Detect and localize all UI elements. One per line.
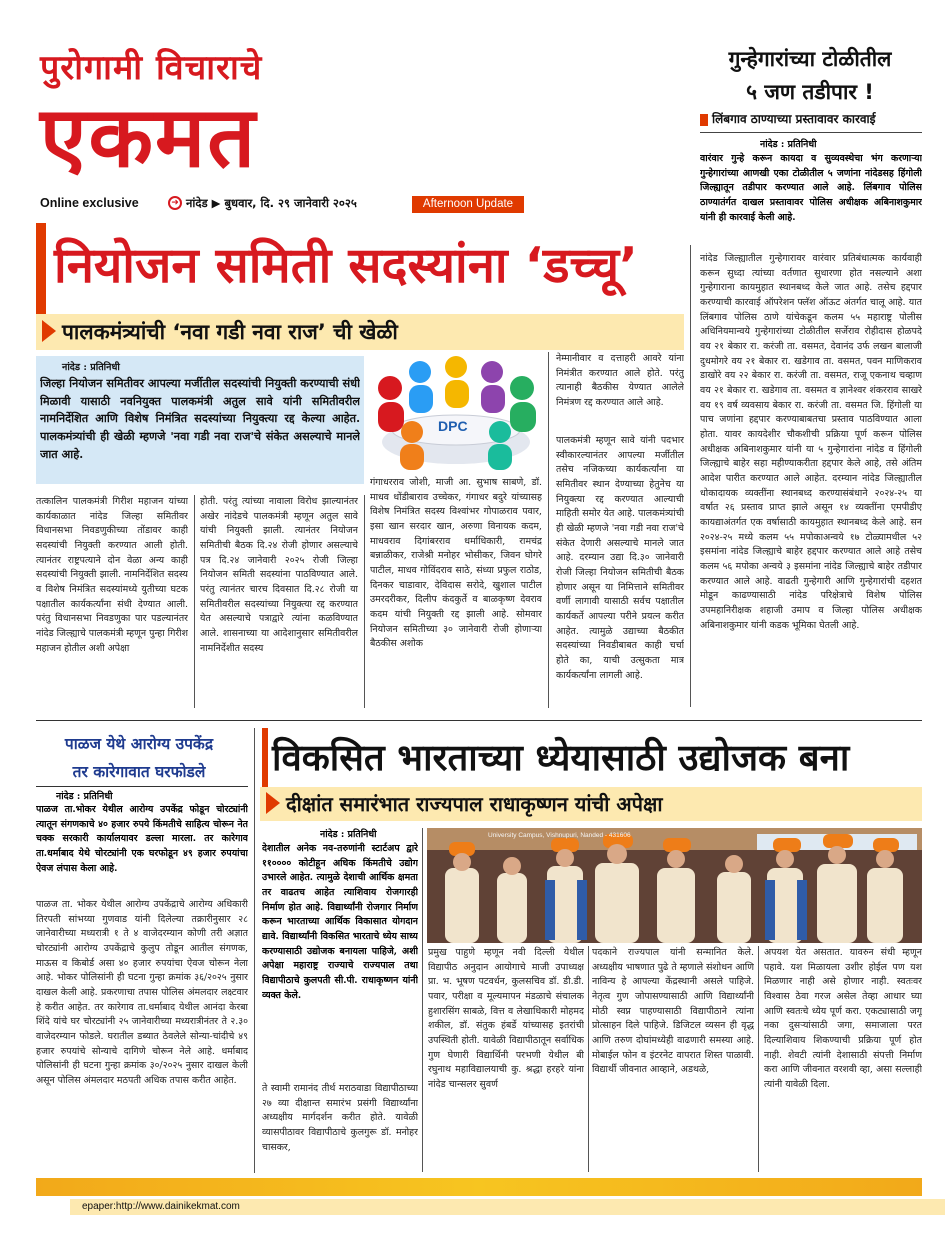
bottom-lead: देशातील अनेक नव-तरुणांनी स्टार्टअप द्वारे ११०००० कोटीहून अधिक किंमतीचे उद्योग उभारले आहेत. त्यामुळे देशाची आर्थिक क्षमता तर वाढतच आहेत त्याशिवाय रोजगारही निर्माण होत आहे. विद्यार्थ्यांनी रोजगार निर्माण करून भारताच्या आर्थिक विकासात योगदान द्यावे. विद्यार्थ्यांनी विकसित भारताचे ध्येय साध्य करण्यासाठी उद्योजक बनायला पाहिजे, अशी अपेक्षा महाराष्ट्र राज्याचे राज्यपाल तथा विद्यापीठाचे कुलपती सी.पी. राधाकृष्णन यांनी व्यक्त केले. [262,843,418,1001]
footer-yellow-band [36,1178,922,1196]
photo-banner-text: University Campus, Vishnupuri, Nanded - 431606 [488,832,631,839]
epaper-link[interactable]: epaper:http://www.dainikekmat.com [82,1201,240,1212]
main-subtitle: पालकमंत्र्यांची ‘नवा गडी नवा राज’ ची खेळी [62,320,398,344]
main-col-1: तत्कालिन पालकमंत्री गिरीश महाजन यांच्या कार्यकाळात नांदेड जिल्हा समितीवर विधानसभा निवडणुकीच्या तोंडावर काही सदस्यांची नियुक्ती करण्यात आली होती. त्यानंतर राष्ट्रपत्याने दोन वेळा अन्य काही सदस्यांची नियुक्ती झाली. नामनिर्देशित सदस्य व विशेष निमंत्रित सदस्यांमध्ये युतीच्या घटक पक्षातील कार्यकर्त्यांना संधी देण्यात आली. परंतु विधानसभा निवडणुका पार पडल्यानंतर नांदेड जिल्ह्याचे पालकमंत्री म्हणून पुन्हा गिरीश महाजन होतील अशी अपेक्षा [36,496,188,654]
headline-bar [36,223,46,319]
subtitle-arrow-icon [42,320,56,342]
side-title-1: गुन्हेगारांच्या टोळीतील [728,47,892,71]
main-byline: नांदेड : प्रतिनिधी [62,362,120,373]
left2-title-2: तर कारेगावात घरफोडले [72,763,206,781]
online-exclusive: Online exclusive [40,196,139,210]
side-lead: वारंवार गुन्हे करून कायदा व सुव्यवस्थेचा भंग करणाऱ्या गुन्हेगारांच्या आणखी एका टोळीतील ५ जणांना नांदेडसह हिंगोली जिल्ह्यातून तडीपार करण्यात आले आहे. लिंबगाव पोलिस ठाण्यातंर्गत दाखल प्रस्तावावर पोलिस अधीक्षक अबिनाशकुमार यांनी ही कारवाई केली आहे. [700,153,922,223]
side-title-2: ५ जण तडीपार ! [746,80,874,104]
bottom-headline-bar [262,728,268,788]
location-date: नांदेड ▶ बुधवार, दि. २९ जानेवारी २०२५ [186,196,357,210]
arrow-right-circle-icon: ➜ [168,196,182,210]
left2-body: पाळज ता. भोकर येथील आरोग्य उपकेंद्राचे आरोग्य अधिकारी तिरपती सांभय्या गुणवाड यांनी दिलेल्या तक्रारीनुसार २८ जानेवारीच्या मध्यरात्री १ ते ४ वाजेदरम्यान कोणी तरी अज्ञात चोरट्यांनी आरोग्य उपकेंद्राचे कुलुप तोडून आतील संगणक, माऊस व किबोर्ड असा ४० हजार रुपयांचा ऐवज चोरून नेला आहे. भोकर पोलिसांनी ही घटना गुन्हा क्रमांक ३६/२०२५ नुसार दाखल केली आहे. प्रकरणाचा तपास पोलिस अंमलदार लक्ष्टवार हे करीत आहेत. तर कारेगाव ता.धर्माबाद येथील आनंदा केरबा शिंदे यांचे घर चोरट्यांनी २५ जानेवारीच्या मध्यरात्रीनंतर ते २.३० वाजेदरम्यान फोडले. घरातील डब्यात ठेवलेले सोन्या-चांदीचे ४९ हजार रुपयांचे सोन्याचे दागिणे चोरून नेले आहे. धर्माबाद पोलिसांनी ही घटना गुन्हा क्रमांक ३०/२०२५ नुसार दाखल केली असून पोलिस अंमलदार मठपती अधिक तपास करीत आहेत. [36,899,248,1087]
bottom-byline: नांदेड : प्रतिनिधी [320,829,377,840]
main-col-4a: नेम्मानीवार व दत्ताहरी आवरे यांना निमंत्रीत करण्यात आले होते. परंतु त्यानाही बैठकीस येण्यात आलेले निमंत्रण रद्द करण्यात आले आहे. [556,353,684,409]
bottom-col-4: अपयश येत असतात. यावरुन संधी म्हणून पहावे. यश मिळायला उशीर होईल पण यश मिळणार नाही असे होणार नाही. स्वतःवर विश्वास ठेवा गरज असेल तेव्हा आधार घ्या आणि स्वतःचे ध्येय पूर्ण करा. एकट्यासाठी जगू नका दुसऱ्यांसाठी जगा, समाजाला परत दिल्याशिवाय शिकण्याची प्रक्रिया पूर्ण होत नाही. शेवटी त्यांनी देशासाठी संपत्ती निर्माण करा आणि जीवनात वरशवी व्हा, असा सल्लाही त्यांनी यावेळी दिला. [764,947,922,1091]
masthead-title: एकमत [40,88,258,186]
masthead-tagline: पुरोगामी विचाराचे [40,48,263,88]
left2-byline: नांदेड : प्रतिनिधी [56,791,113,802]
left2-title-1: पाळज येथे आरोग्य उपकेंद्र [64,735,214,753]
main-col-3: गंगाधरराव जोशी, माजी आ. सुभाष साबणे, डॉ. माधव धोंडीबाराव उच्चेकर, गंगाधर बदुरे यांच्यासह विशेष निमंत्रित सदस्य विश्वांभर गोपाळराव पवार, इसा खान सरदार खान, अरुणा विनायक कदम, माधवराव दिगांबरराव धर्माधिकारी, रामचंद्र बन्नाळीकर, राजेश्री मनोहर भोसीकर, जिवन घोगरे पाटील, माधव गोविंदराव साठे, संध्या प्रफुल राठोड, दिनकर चाडावार, देविदास सरोदे, खुशाल पाटील उमरदरीकर, दिलीप कंदकुर्ते व बाळकृष्ण देवराव कदम यांची नियुक्ती रद्द झाली आहे. सोमवार नियोजन समितीच्या ३० जानेवारी रोजी होणाऱ्या बैठकीस अशोक [370,477,542,650]
main-col-4b: पालकमंत्री म्हणून सावे यांनी पदभार स्वीकारल्यानंतर आपल्या मर्जीतील तसेच नजिकच्या कार्यकर्त्यांना या समितीवर स्थान देण्याच्या हेतुनेच या नियुक्त्या रद्द करण्यात आल्याची माहिती समोर येत आहे. पालकमंत्र्यांची ही खेळी म्हणजे 'नवा गडी नवा राज'चे संकेत देणारी असल्याचे मानले जात आहे. दरम्यान उद्या दि.३० जानेवारी रोजी जिल्हा नियोजन समितीची बैठक होणार असून या निमित्ताने समितीवर वर्णी लागावी यासाठी सर्वच पक्षातील कार्यकर्ते आपल्या परीने प्रयत्न करीत आहेत. त्यामुळे उद्याच्या बैठकीत सदस्यांच्या निवडीबाबत काही चर्चा होते का, याची उत्सुकता मात्र कार्यकर्त्यांना लागली आहे. [556,435,684,681]
afternoon-update-badge: Afternoon Update [412,196,524,213]
dpc-label: DPC [438,418,468,434]
side-sub-marker-icon [700,114,708,126]
bottom-subtitle-arrow-icon [266,792,280,814]
convocation-photo [427,828,922,943]
bottom-col-3: पदकाने राज्यपाल यांनी सन्मानित केले. अध्यक्षीय भाषणात पुढे ते म्हणाले संशोधन आणि नाविन्य हे आपल्या केंद्रस्थानी असले पाहिजे. नेतृत्व गुण जोपासण्यासाठी आणि विद्यार्थ्यांनी मोठी स्वप्न पाहण्यासाठी विद्यापीठाने त्यांना प्रोत्साहन दिले पाहिजे. डिजिटल व्यसन ही वृद्ध आणि तरुण दोघांमध्येही वाढणारी समस्या आहे. मोबाईल फोन व इंटरनेट वापरात शिस्त पाळावी. विद्यार्थी जीवनात आव्हाने, अडथळे, [592,947,754,1076]
left2-lead: पाळज ता.भोकर येथील आरोग्य उपकेंद्र फोडून चोरट्यांनी त्यातून संगणकाचे ४० हजार रुपये किंमतीचे साहित्य चोरून नेत चक्क सरकारी कार्यालयावर डल्ला मारला. तर कारेगाव ता.धर्माबाद येथे चोरट्यांनी एक घरफोडून ४९ हजार रुपयांचा ऐवज लंपास केला आहे. [36,804,248,874]
side-body: नांदेड जिल्ह्यातील गुन्हेगारावर वारंवार प्रतिबंधात्मक कार्यवाही करून सुध्दा त्यांच्या वर्तणात सुधारणा होत नसल्याने अशा गुन्हेगाराना कायमुहात स्थानबध्द केले जात आहे. तसेच हद्दपार करण्याची कारवाई ऑपरेशन फ्लॅश ऑऊट अंतर्गत चालू आहे. यात लिंबगाव पोलिस ठाणे यांचेकडून कलम ५५ महाराष्ट्र पोलीस अधिनियमान्वये गुन्हेगारांच्या टोळीतील सर्जेराव रोहीदास होळपदे वय २१ बेकार रा. करंजी ता. वसमत, देवानंद उर्फ लखन बालाजी दुधमोगरे वय २१ बेकार रा. खडेगाव ता. वसमत, पवन माणिकराव डाखोरे वय २२ बेकार रा. करंजी ता. वसमत, राजू एकनाथ चव्हाण वय २१ बेकार रा. खडेगाव ता. वसमत व ज्ञानेश्वर शंकरराव साखरे वय १९ वर्ष व्यवसाय बेकार रा. करंजी ता. वसमत जि. हिंगोली या पाच जणांना हद्दपार करण्याबाबतचा प्रस्ताव पाठविण्यात आला होता. यावर कायदेशीर चौकशीची प्रक्रिया पूर्ण करून पोलिस अधीक्षक अबिनाशकुमार यांनी या ५ गुन्हेगारांना नांदेड व हिंगोली जिल्ह्याचे बाहेर सहा महीण्याकरीता हद्दपार केले आहे, तसे अंतिम आदेश पारीत करण्यात आले आहेत. दरम्यान नांदेड जिल्ह्यातील धोकादायक व्यक्तींना स्थानबध्द करण्यासंबंधाने २०२४-२५ या वर्षात २६ प्रस्ताव प्राप्त झाले असून १४ व्यक्तींना एमपीडीए कायद्याअंतर्गत एक वर्षासाठी कायमुहात स्थानबध्द केले आहे. सन २०२४-२५ मध्ये कलम ५५ मपोकाअन्वये १७ टोळ्यामधील ५२ इसमांना नांदेड जिल्ह्याचे बाहेर हद्दपार करण्यात आले आहे तसेच कलम ५६ मपोका अन्वये ३ इसमांना नांदेड जिल्ह्याचे बाहेर तडीपार करण्यात आले आहे. वाढती गुन्हेगारी आणि गुन्हेगारांची दहशत मोडून काढण्यासाठी नांदेड परिक्षेत्राचे विशेष पोलिस उपमहानिरीक्षक शहाजी उमाप व जिल्हा पोलिस अधीक्षक अबिनाशकुमार यांनी कडक भूमिका घेतली आहे. [700,253,922,631]
bottom-headline: विकसित भारताच्या ध्येयासाठी उद्योजक बना [272,736,850,779]
main-headline: नियोजन समिती सदस्यांना ‘डच्चू’ [54,237,638,294]
main-lead: जिल्हा नियोजन समितीवर आपल्या मर्जीतील सदस्यांची नियुक्ती करण्याची संधी मिळावी यासाठी नवनियुक्त पालकमंत्री अतुल सावे यांनी समितीवरील नामनिर्देशित आणि विशेष निमंत्रित सदस्यांच्या नियुक्त्या रद्द केल्या आहेत. पालकमंत्र्यांची ही खेळी म्हणजे 'नवा गडी नवा राज'चे संकेत असल्याचे मानले जात आहे. [40,376,360,461]
dpc-illustration [368,350,544,470]
side-byline: नांदेड : प्रतिनिधी [760,139,817,150]
bottom-col-1b: ते स्वामी रामानंद तीर्थ मराठवाडा विद्यापीठाच्या २७ व्या दीक्षान्त समारंभ प्रसंगी विद्यार्थ्यांना अध्यक्षीय मार्गदर्शन करीत होते. यावेळी व्यासपीठावर विद्यापीठाचे कुलगुरू डॉ. मनोहर चासकर, [262,1083,418,1153]
main-col-2: होती. परंतु त्यांच्या नावाला विरोध झाल्यानंतर अखेर नांदेडचे पालकमंत्री म्हणून अतुल सावे यांची नियुक्ती झाली. त्यानंतर नियोजन समितीची बैठक दि.२४ रोजी होणार असल्याचे पत्र दि.२४ जानेवारी २०२५ रोजी जिल्हा नियोजन समिती सदस्यांना पाठविण्यात आले. परंतु त्यानंतर चारच दिवसात दि.२८ रोजी या समितीवरील सदस्यांच्या नियुक्त्या रद्द करण्यात येत असल्याचे पत्राद्वारे त्यांना कळविण्यात आले. शासनाच्या या आदेशानुसार समितीवरील नामनिर्देशीत सदस्य [200,496,358,654]
side-subtitle: लिंबगाव ठाण्याच्या प्रस्तावावर कारवाई [712,112,876,126]
bottom-subtitle: दीक्षांत समारंभात राज्यपाल राधाकृष्णन यांची अपेक्षा [286,792,663,816]
bottom-col-2: प्रमुख पाहुणे म्हणून नवी दिल्ली येथील विद्यापीठ अनुदान आयोगाचे माजी उपाध्यक्ष प्रा. भ. भूषण पटवर्धन, कुलसचिव डॉ. डी.डी. पवार, परीक्षा व मूल्यमापन मंडळाचे संचालक हुशारसिंग साबळे, वित्त व लेखाधिकारी मोहमद शकील, डॉ. संतुक हंबर्डे यांच्यासह इतरांची उपस्थिती होती. यावेळी विद्यापीठातून सर्वाधिक गुण घेणारी विद्यार्थिनी परभणी येथील बी रघुनाथ महाविद्यालयाची कु. श्रद्धा हरहरे यांना नांदेड चान्सलर सुवर्ण [428,947,584,1091]
